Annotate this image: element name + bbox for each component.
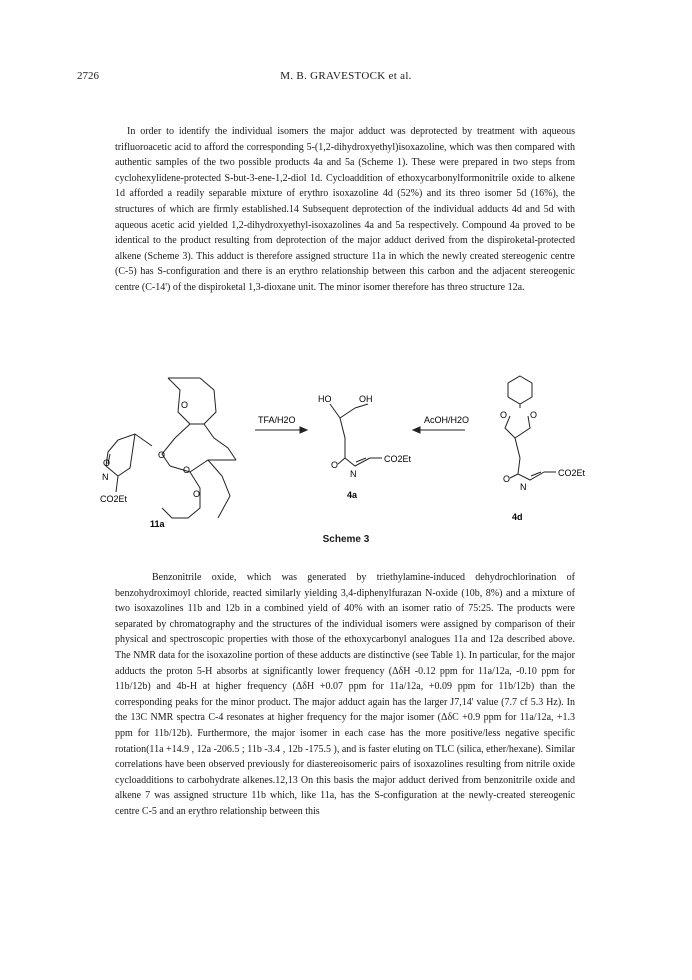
atom-o: O <box>103 458 111 468</box>
paragraph-1: In order to identify the individual isomers the major adduct was deprotected by treatment with aqueous trifluoroacetic acid to afford the corresponding 5-(1,2-dihydroxyethyl)isoxazoline, which was then compared with authentic samples of the two possible products 4a and 5a (Scheme 1). These were prepared in two steps from cyclohexylidene-protected S-but-3-ene-1,2-diol 1d. Cycloaddition of ethoxycarbonylformonitrile oxide to alkene 1d afforded a readily separable mixture of erythro isoxazoline 4d (52%) and its threo isomer 5d (16%), the structures of which are firmly established.14 Subsequent deprotection of the individual adducts 4d and 5d with aqueous acetic acid yielded 1,2-dihydroxyethyl-isoxazolines 4a and 5a respectively. Compound 4a proved to be identical to the product resulting from deprotection of the major adduct derived from the dispiroketal-protected alkene (Scheme 3). This adduct is therefore assigned structure 11a in which the newly created stereogenic centre (C-5) has S-configuration and there is an erythro relationship between this carbon and the adjacent stereogenic centre (C-14') of the dispiroketal 1,3-dioxane unit. The minor isomer therefore has threo structure 12a. <box>115 126 575 293</box>
atom-o: O <box>181 400 189 410</box>
paragraph-2: Benzonitrile oxide, which was generated by triethylamine-induced dehydrochlorination of benzohydroximoyl chloride, reacted similarly yielding 3,4-diphenylfurazan N-oxide (10b, 8%) and a mixture of two isoxazolines 11b and 12b in a combined yield of 40% with an isomer ratio of 75:25. The products were separated by chromatography and the structures of the individual isomers were assigned by comparison of their physical and spectroscopic properties with those of the ethoxycarbonyl analogues 11a and 12a described above. The NMR data for the isoxazoline portion of these adducts are distinctive (see Table 1). In particular, for the major adducts the proton 5-H absorbs at significantly lower frequency (ΔδH -0.12 ppm for 11a/12a, -0.10 ppm for 11b/12b) and 4b-H at higher frequency (ΔδH +0.07 ppm for 11a/12a, +0.09 ppm for 11b/12b) than the corresponding peaks for the minor product. The major adduct again has the larger J7,14' value (7.7 cf 5.3 Hz). In the 13C NMR spectra C-4 resonates at higher frequency for the major isomer (ΔδC +0.9 ppm for 11a/12a, +1.3 ppm for 11b/12b). Furthermore, the major isomer in each case has the more positive/less negative specific rotation(11a +14.9 , 12a -206.5 ; 11b -3.4 , 12b -175.5 ), and is faster eluting on TLC (silica, ether/hexane). Similar correlations have been observed previously for diastereoisomeric pairs of isoxazolines resulting from nitrile oxide cycloadditions to carbohydrate alkenes.12,13 On this basis the major adduct derived from benzonitrile oxide and alkene 7 was assigned structure 11b which, like 11a, has the S-configuration at the newly-created stereogenic centre C-5 and an erythro relationship between this <box>115 572 575 817</box>
running-head: M. B. GRAVESTOCK et al. <box>280 70 412 82</box>
atom-oh: OH <box>359 394 373 404</box>
atom-n: N <box>520 482 527 492</box>
atom-n: N <box>350 469 357 479</box>
ester-label: CO2Et <box>100 494 128 504</box>
atom-n: N <box>102 472 109 482</box>
reagent-1: TFA/H2O <box>258 415 296 425</box>
atom-o: O <box>503 474 511 484</box>
atom-o: O <box>158 450 166 460</box>
atom-o: O <box>530 410 538 420</box>
reagent-2: AcOH/H2O <box>424 415 470 425</box>
atom-o: O <box>193 489 201 499</box>
compound-4a: 4a <box>347 490 358 500</box>
atom-o: O <box>331 460 339 470</box>
structure-4d <box>505 376 556 480</box>
atom-o: O <box>183 465 191 475</box>
scheme-caption: Scheme 3 <box>322 534 370 545</box>
compound-4d: 4d <box>512 512 523 522</box>
compound-11a: 11a <box>150 519 165 529</box>
scheme-3 <box>0 368 692 553</box>
ester-label: CO2Et <box>558 468 586 478</box>
atom-ho: HO <box>318 394 332 404</box>
page-number: 2726 <box>77 70 99 82</box>
ester-label: CO2Et <box>384 454 412 464</box>
structure-4a <box>330 404 382 466</box>
scheme-drawing <box>0 368 692 553</box>
atom-o: O <box>500 410 508 420</box>
